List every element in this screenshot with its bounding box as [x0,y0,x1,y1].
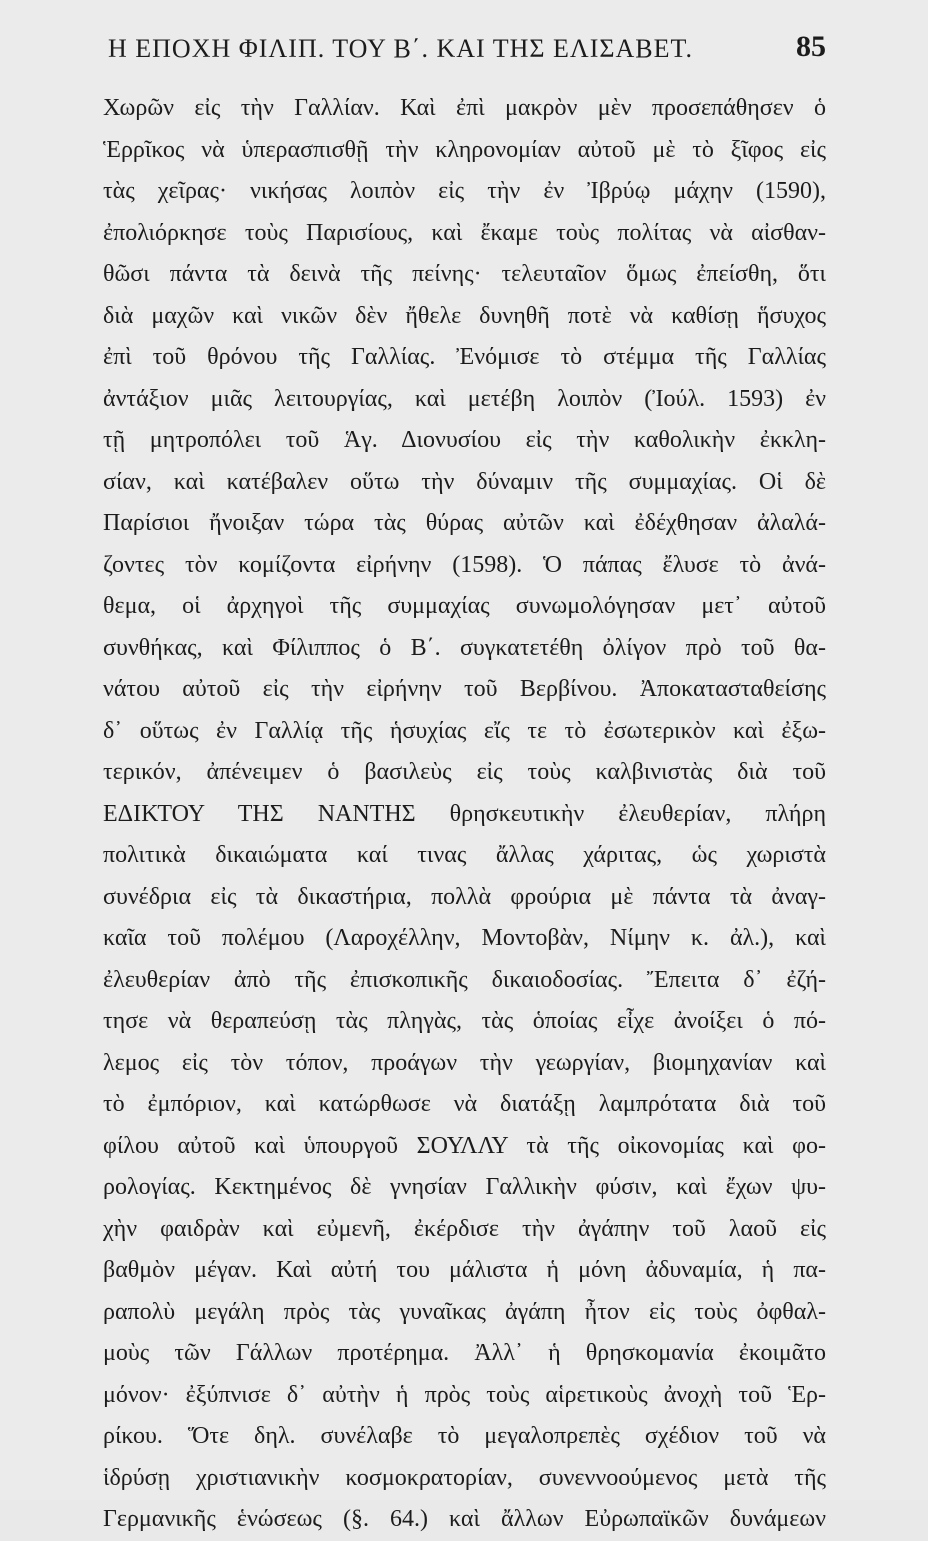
text-line: θῶσι πάντα τὰ δεινὰ τῆς πείνης· τελευταῖον ὅμως ἐπείσθη, ὅτι [103,261,826,287]
text-line: ἱδρύσῃ χριστιανικὴν κοσμοκρατορίαν, συνεννοούμενος μετὰ τῆς [103,1464,826,1491]
text-line: χὴν φαιδρὰν καὶ εὐμενῆ, ἐκέρδισε τὴν ἀγάπην τοῦ λαοῦ εἰς [103,1215,826,1242]
text-line: καῖα τοῦ πολέμου (Λαροχέλλην, Μοντοβὰν, Νίμην κ. ἀλ.), καὶ [103,925,826,951]
text-line: ρίκου. Ὅτε δηλ. συνέλαβε τὸ μεγαλοπρεπὲς σχέδιον τοῦ νὰ [103,1423,826,1449]
text-line: ραπολὺ μεγάλη πρὸς τὰς γυναῖκας ἀγάπη ἦτον εἰς τοὺς ὀφθαλ- [103,1298,826,1325]
text-line: ἐπὶ τοῦ θρόνου τῆς Γαλλίας. Ἐνόμισε τὸ στέμμα τῆς Γαλλίας [103,344,826,370]
text-line: πολιτικὰ δικαιώματα καί τινας ἄλλας χάριτας, ὡς χωριστὰ [103,842,826,868]
text-line: ἀντάξιον μιᾶς λειτουργίας, καὶ μετέβη λοιπὸν (Ἰούλ. 1593) ἐν [103,385,826,412]
text-line: ρολογίας. Κεκτημένος δὲ γνησίαν Γαλλικὴν φύσιν, καὶ ἔχων ψυ- [103,1174,826,1200]
text-line: τὰς χεῖρας· νικήσας λοιπὸν εἰς τὴν ἐν Ἰβρύῳ μάχην (1590), [103,178,826,204]
text-line: τησε νὰ θεραπεύσῃ τὰς πληγὰς, τὰς ὁποίας εἶχε ἀνοίξει ὁ πό- [103,1008,826,1034]
text-line: νάτου αὐτοῦ εἰς τὴν εἰρήνην τοῦ Βερβίνου. Ἀποκατασταθείσης [103,676,826,702]
text-line: ἐλευθερίαν ἀπὸ τῆς ἐπισκοπικῆς δικαιοδοσίας. Ἔπειτα δ᾽ ἐζή- [103,966,826,993]
text-line: Παρίσιοι ἤνοιξαν τώρα τὰς θύρας αὐτῶν καὶ ἐδέχθησαν ἀλαλά- [103,510,826,536]
text-line: Γερμανικῆς ἑνώσεως (§. 64.) καὶ ἄλλων Εὐρωπαϊκῶν δυνάμεων [103,1506,826,1532]
text-line: μόνον· ἐξύπνισε δ᾽ αὐτὴν ἡ πρὸς τοὺς αἱρετικοὺς ἀνοχὴ τοῦ Ἑρ- [103,1381,826,1408]
text-line: τερικόν, ἀπένειμεν ὁ βασιλεὺς εἰς τοὺς καλβινιστὰς διὰ τοῦ [103,759,826,785]
text-line: συνέδρια εἰς τὰ δικαστήρια, πολλὰ φρούρια μὲ πάντα τὰ ἀναγ- [103,883,826,910]
text-line: βαθμὸν μέγαν. Καὶ αὐτή του μάλιστα ἡ μόνη ἀδυναμία, ἡ πα- [103,1257,826,1283]
text-line: Χωρῶν εἰς τὴν Γαλλίαν. Καὶ ἐπὶ μακρὸν μὲν προσεπάθησεν ὁ [103,95,826,121]
text-line: ζοντες τὸν κομίζοντα εἰρήνην (1598). Ὁ πάπας ἔλυσε τὸ ἀνά- [103,551,826,578]
text-line: σίαν, καὶ κατέβαλεν οὕτω τὴν δύναμιν τῆς συμμαχίας. Οἱ δὲ [103,468,826,495]
text-line: τὸ ἐμπόριον, καὶ κατώρθωσε νὰ διατάξῃ λαμπρότατα διὰ τοῦ [103,1091,826,1117]
page-number: 85 [796,30,826,63]
text-line: Ἑρρῖκος νὰ ὑπερασπισθῇ τὴν κληρονομίαν αὐτοῦ μὲ τὸ ξῖφος εἰς [103,136,826,163]
text-line: δ᾽ οὕτως ἐν Γαλλίᾳ τῆς ἡσυχίας εἴς τε τὸ ἐσωτερικὸν καὶ ἐξω- [103,717,826,744]
page-header [108,30,826,74]
text-line: ΕΔΙΚΤΟΥ ΤΗΣ ΝΑΝΤΗΣ θρησκευτικὴν ἐλευθερίαν, πλήρη [103,800,826,827]
text-line: μοὺς τῶν Γάλλων προτέρημα. Ἀλλ᾽ ἡ θρησκομανία ἐκοιμᾶτο [103,1340,826,1366]
body-text [103,88,826,1541]
text-line: λεμος εἰς τὸν τόπον, προάγων τὴν γεωργίαν, βιομηχανίαν καὶ [103,1049,826,1076]
text-line: ἐπολιόρκησε τοὺς Παρισίους, καὶ ἔκαμε τοὺς πολίτας νὰ αἰσθαν- [103,219,826,246]
text-line: διὰ μαχῶν καὶ νικῶν δὲν ἤθελε δυνηθῆ ποτὲ νὰ καθίσῃ ἥσυχος [103,302,826,329]
text-line: θεμα, οἱ ἀρχηγοὶ τῆς συμμαχίας συνωμολόγησαν μετ᾽ αὐτοῦ [103,593,826,619]
text-line: συνθήκας, καὶ Φίλιππος ὁ Β΄. συγκατετέθη ὀλίγον πρὸ τοῦ θα- [103,634,826,661]
running-head: Η ΕΠΟΧΗ ΦΙΛΙΠ. ΤΟΥ Β΄. ΚΑΙ ΤΗΣ ΕΛΙΣΑΒΕΤ. [108,34,693,63]
text-line: φίλου αὐτοῦ καὶ ὑπουργοῦ ΣΟΥΛΛΥ τὰ τῆς οἰκονομίας καὶ φο- [103,1132,826,1159]
text-line: τῇ μητροπόλει τοῦ Ἁγ. Διονυσίου εἰς τὴν καθολικὴν ἐκκλη- [103,427,826,453]
